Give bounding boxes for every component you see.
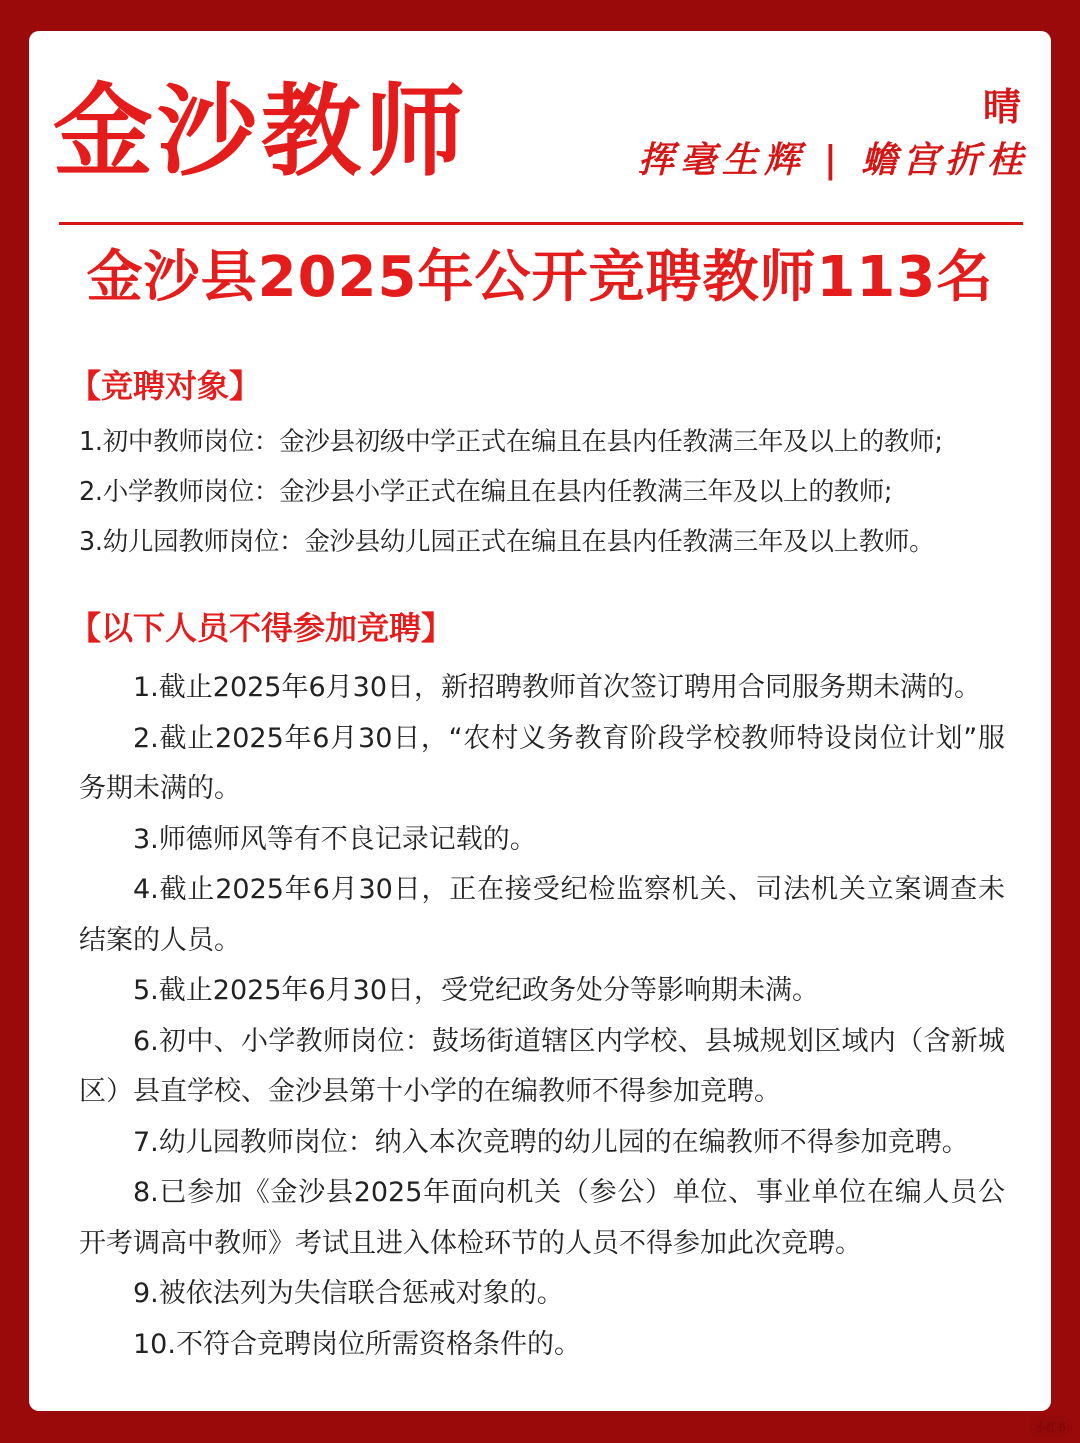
- eligibility-list: [79, 417, 1031, 567]
- list-item: 7.幼儿园教师岗位：纳入本次竞聘的幼儿园的在编教师不得参加竞聘。: [133, 1126, 969, 1158]
- list-item: 6.初中、小学教师岗位：鼓场街道辖区内学校、县城规划区域内（含新城区）县直学校、金沙县第十小学的在编教师不得参加竞聘。: [79, 1025, 1005, 1107]
- exclusion-list: [79, 663, 1005, 1370]
- watermark: 小红书: [1030, 1416, 1072, 1437]
- page-title: 金沙县2025年公开竞聘教师113名: [86, 245, 994, 310]
- list-item: 2.小学教师岗位：金沙县小学正式在编且在县内任教满三年及以上的教师;: [79, 477, 893, 507]
- section-title-eligibility: 【竞聘对象】: [69, 367, 262, 405]
- brand-title: 金沙教师: [53, 73, 469, 190]
- list-item: 5.截止2025年6月30日，受党纪政务处分等影响期未满。: [133, 975, 820, 1006]
- list-item: 8.已参加《金沙县2025年面向机关（参公）单位、事业单位在编人员公开考调高中教师》考试且进入体检环节的人员不得参加此次竞聘。: [79, 1177, 1005, 1259]
- slogan: [638, 137, 1029, 183]
- section-title-exclusions: 【以下人员不得参加竞聘】: [69, 609, 454, 647]
- slogan-left: 挥毫生辉: [637, 139, 806, 181]
- list-item: 1.截止2025年6月30日，新招聘教师首次签订聘用合同服务期未满的。: [133, 672, 982, 703]
- weather-label: 晴: [982, 85, 1021, 129]
- list-item: 4.截止2025年6月30日，正在接受纪检监察机关、司法机关立案调查未结案的人员。: [79, 874, 1005, 956]
- list-item: 10.不符合竞聘岗位所需资格条件的。: [133, 1328, 581, 1360]
- list-item: 1.初中教师岗位：金沙县初级中学正式在编且在县内任教满三年及以上的教师;: [79, 427, 943, 457]
- slogan-right: 蟾宫折桂: [860, 139, 1029, 181]
- list-item: 3.师德师风等有不良记录记载的。: [133, 823, 537, 855]
- slogan-separator: |: [823, 139, 843, 181]
- poster-card: [29, 31, 1051, 1411]
- list-item: 3.幼儿园教师岗位：金沙县幼儿园正式在编且在县内任教满三年及以上教师。: [79, 527, 935, 557]
- header-divider: [59, 222, 1023, 225]
- list-item: 9.被依法列为失信联合惩戒对象的。: [133, 1278, 564, 1309]
- list-item: 2.截止2025年6月30日，“农村义务教育阶段学校教师特设岗位计划”服务期未满的。: [79, 722, 1005, 804]
